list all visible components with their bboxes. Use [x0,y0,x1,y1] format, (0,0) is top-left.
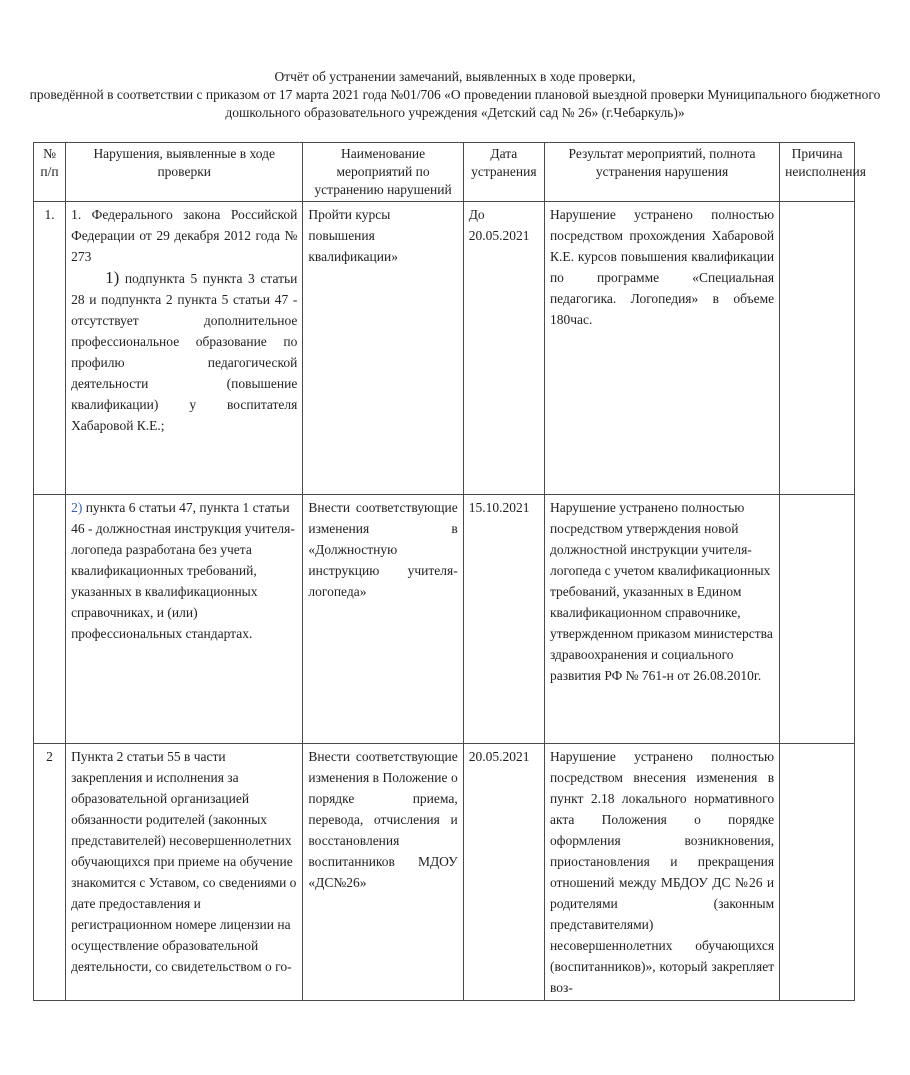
row-number: 2 [34,744,66,1001]
report-title: Отчёт об устранении замечаний, выявленных в ходе проверки, [274,69,636,84]
result-cell: Нарушение устранено полностью посредством утверждения новой должностной инструкции учителя-логопеда с учетом квалификационных требований, указанных в Едином квалификационном справочнике, утвержденном приказом министерства здравоохранения и социального развития РФ № 761-н от 26.08.2010г. [544,495,779,744]
report-subtitle-line2: дошкольного образовательного учреждения «Детский сад № 26» (г.Чебаркуль)» [225,105,685,120]
measure-cell: Пройти курсы повышения квалификации» [303,202,463,495]
table-row [34,202,855,495]
report-table [33,142,866,1001]
result-cell: Нарушение устранено полностью посредством прохождения Хабаровой К.Е. курсов повышения квалификации по программе «Специальная педагогика. Логопедия» в объеме 180час. [544,202,779,495]
table-row [34,744,855,1001]
violation-text: подпункта 5 пункта 3 статьи 28 и подпункта 2 пункта 5 статьи 47 - отсутствует дополнительное профессиональное образование по профилю педагогической деятельности (повышение квалификации) у воспитателя Хабаровой К.Е.; [71,271,298,433]
violation-cell [66,495,303,744]
column-header-violations: Нарушения, выявленные в ходе проверки [66,143,303,202]
column-header-result: Результат мероприятий, полнота устранения нарушения [544,143,779,202]
reason-cell [780,495,855,744]
date-cell: До 20.05.2021 [463,202,544,495]
report-header [0,68,910,122]
violation-marker: 1) [105,268,120,287]
measure-cell: Внести соответствующие изменения в Положение о порядке приема, перевода, отчисления и восстановления воспитанников МДОУ «ДС№26» [303,744,463,1001]
date-cell: 20.05.2021 [463,744,544,1001]
violation-cell: Пункта 2 статьи 55 в части закрепления и исполнения за образовательной организацией обязанности родителей (законных представителей) несовершеннолетних обучающихся при приеме на обучение знакомится с Уставом, со сведениями о дате предоставления и регистрационном номере лицензии на осуществление образовательной деятельности, со свидетельством о го- [66,744,303,1001]
violation-intro: 1. Федерального закона Российской Федерации от 29 декабря 2012 года № 273 [71,207,298,264]
row-number [34,495,66,744]
violation-marker: 2) [71,500,83,515]
measure-cell: Внести соответствующие изменения в «Должностную инструкцию учителя-логопеда» [303,495,463,744]
column-header-measures: Наименование мероприятий по устранению нарушений [303,143,463,202]
report-subtitle-line1: проведённой в соответствии с приказом от 17 марта 2021 года №01/706 «О проведении плановой выездной проверки Муниципального бюджетного [29,87,881,102]
column-header-date: Дата устранения [463,143,544,202]
reason-cell [780,744,855,1001]
table-row [34,495,855,744]
violation-item [71,267,297,436]
table-header-row [34,143,855,202]
reason-cell [780,202,855,495]
row-number: 1. [34,202,66,495]
date-cell: 15.10.2021 [463,495,544,744]
result-cell: Нарушение устранено полностью посредством внесения изменения в пункт 2.18 локального нормативного акта Положения о порядке оформления возникновения, приостановления и прекращения отношений между МБДОУ ДС №26 и родителями (законным представителями) несовершеннолетних обучающихся (воспитанников)», который закрепляет воз- [544,744,779,1001]
column-header-reason: Причина неисполнения [780,143,855,202]
violation-cell [66,202,303,495]
column-header-num: № п/п [34,143,66,202]
violation-text: пункта 6 статьи 47, пункта 1 статьи 46 - должностная инструкция учителя-логопеда разработана без учета квалификационных требований, указанных в квалификационных справочниках, и (или) профессиональных стандартах. [71,500,295,641]
